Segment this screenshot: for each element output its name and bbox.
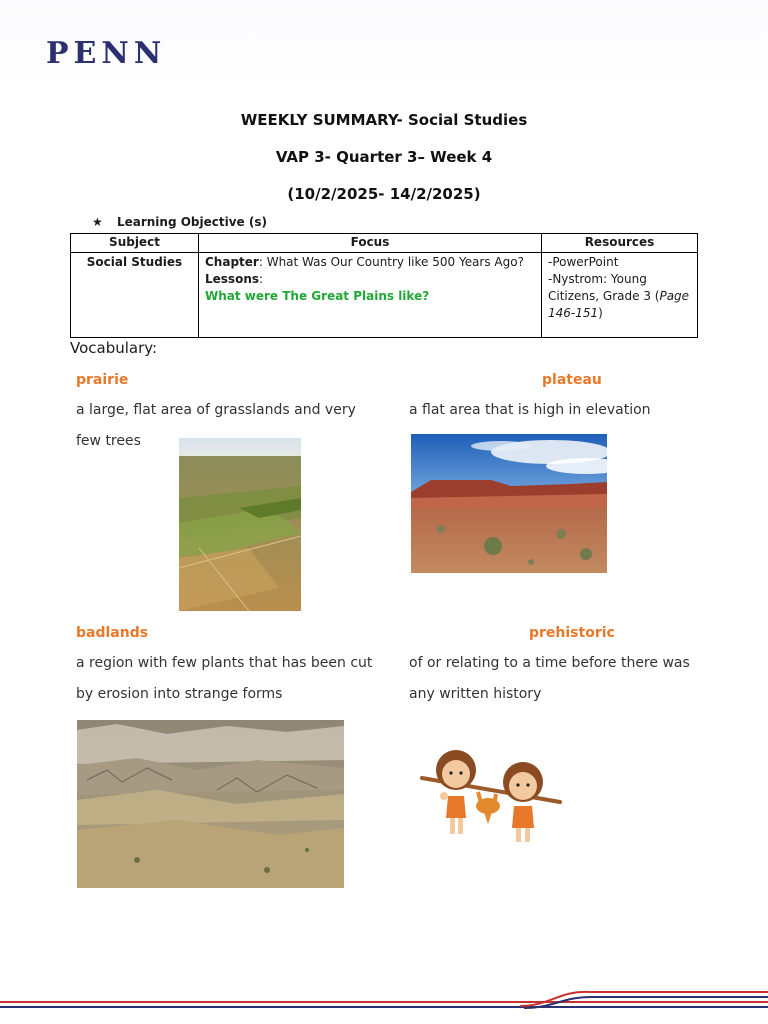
resource-textbook-text: -Nystrom: Young Citizens, Grade 3 ( [548,272,660,303]
lessons-label: Lessons [205,272,259,286]
school-logo: PENN [46,36,167,71]
definition-plateau: a flat area that is high in elevation [409,402,651,418]
term-badlands: badlands [76,625,149,641]
resource-pages: Page 146-151 [548,289,690,320]
table-header-row [71,234,698,253]
header-resources: Resources [542,234,698,253]
table-row [71,253,698,338]
learning-objective [92,215,267,229]
header-subject: Subject [71,234,199,253]
badlands-photo [77,720,344,888]
cavemen-illustration [418,748,563,848]
lessons-colon: : [259,272,264,286]
footer-swoosh-icon [520,988,768,1012]
lesson-title: What were The Great Plains like? [205,289,430,303]
term-prehistoric: prehistoric [529,625,615,641]
date-range: (10/2/2025- 14/2/2025) [287,185,481,203]
resources-cell [542,253,698,338]
page-title: WEEKLY SUMMARY- Social Studies [240,111,528,129]
resource-textbook [548,271,691,322]
header-focus: Focus [199,234,542,253]
focus-cell [199,253,542,338]
definition-badlands: a region with few plants that has been cut by erosion into strange forms [76,655,373,702]
chapter-label: Chapter [205,255,259,269]
term-prairie: prairie [76,372,129,388]
definition-prairie: a large, flat area of grasslands and very few trees [76,402,356,449]
term-plateau: plateau [542,372,602,388]
chapter-text: : What Was Our Country like 500 Years Ago? [258,255,524,269]
resource-close-paren: ) [598,306,603,320]
lesson-table [70,233,698,338]
star-bullet-icon: ★ [92,215,103,229]
plateau-photo [411,434,607,573]
definition-prehistoric: of or relating to a time before there was any written history [409,655,690,702]
learning-objective-label: Learning Objective (s) [116,215,267,229]
prairie-photo [179,438,301,611]
vocabulary-heading: Vocabulary: [70,339,158,357]
resource-powerpoint: -PowerPoint [548,255,619,269]
page-subtitle: VAP 3- Quarter 3– Week 4 [275,148,493,166]
subject-cell: Social Studies [71,253,199,338]
